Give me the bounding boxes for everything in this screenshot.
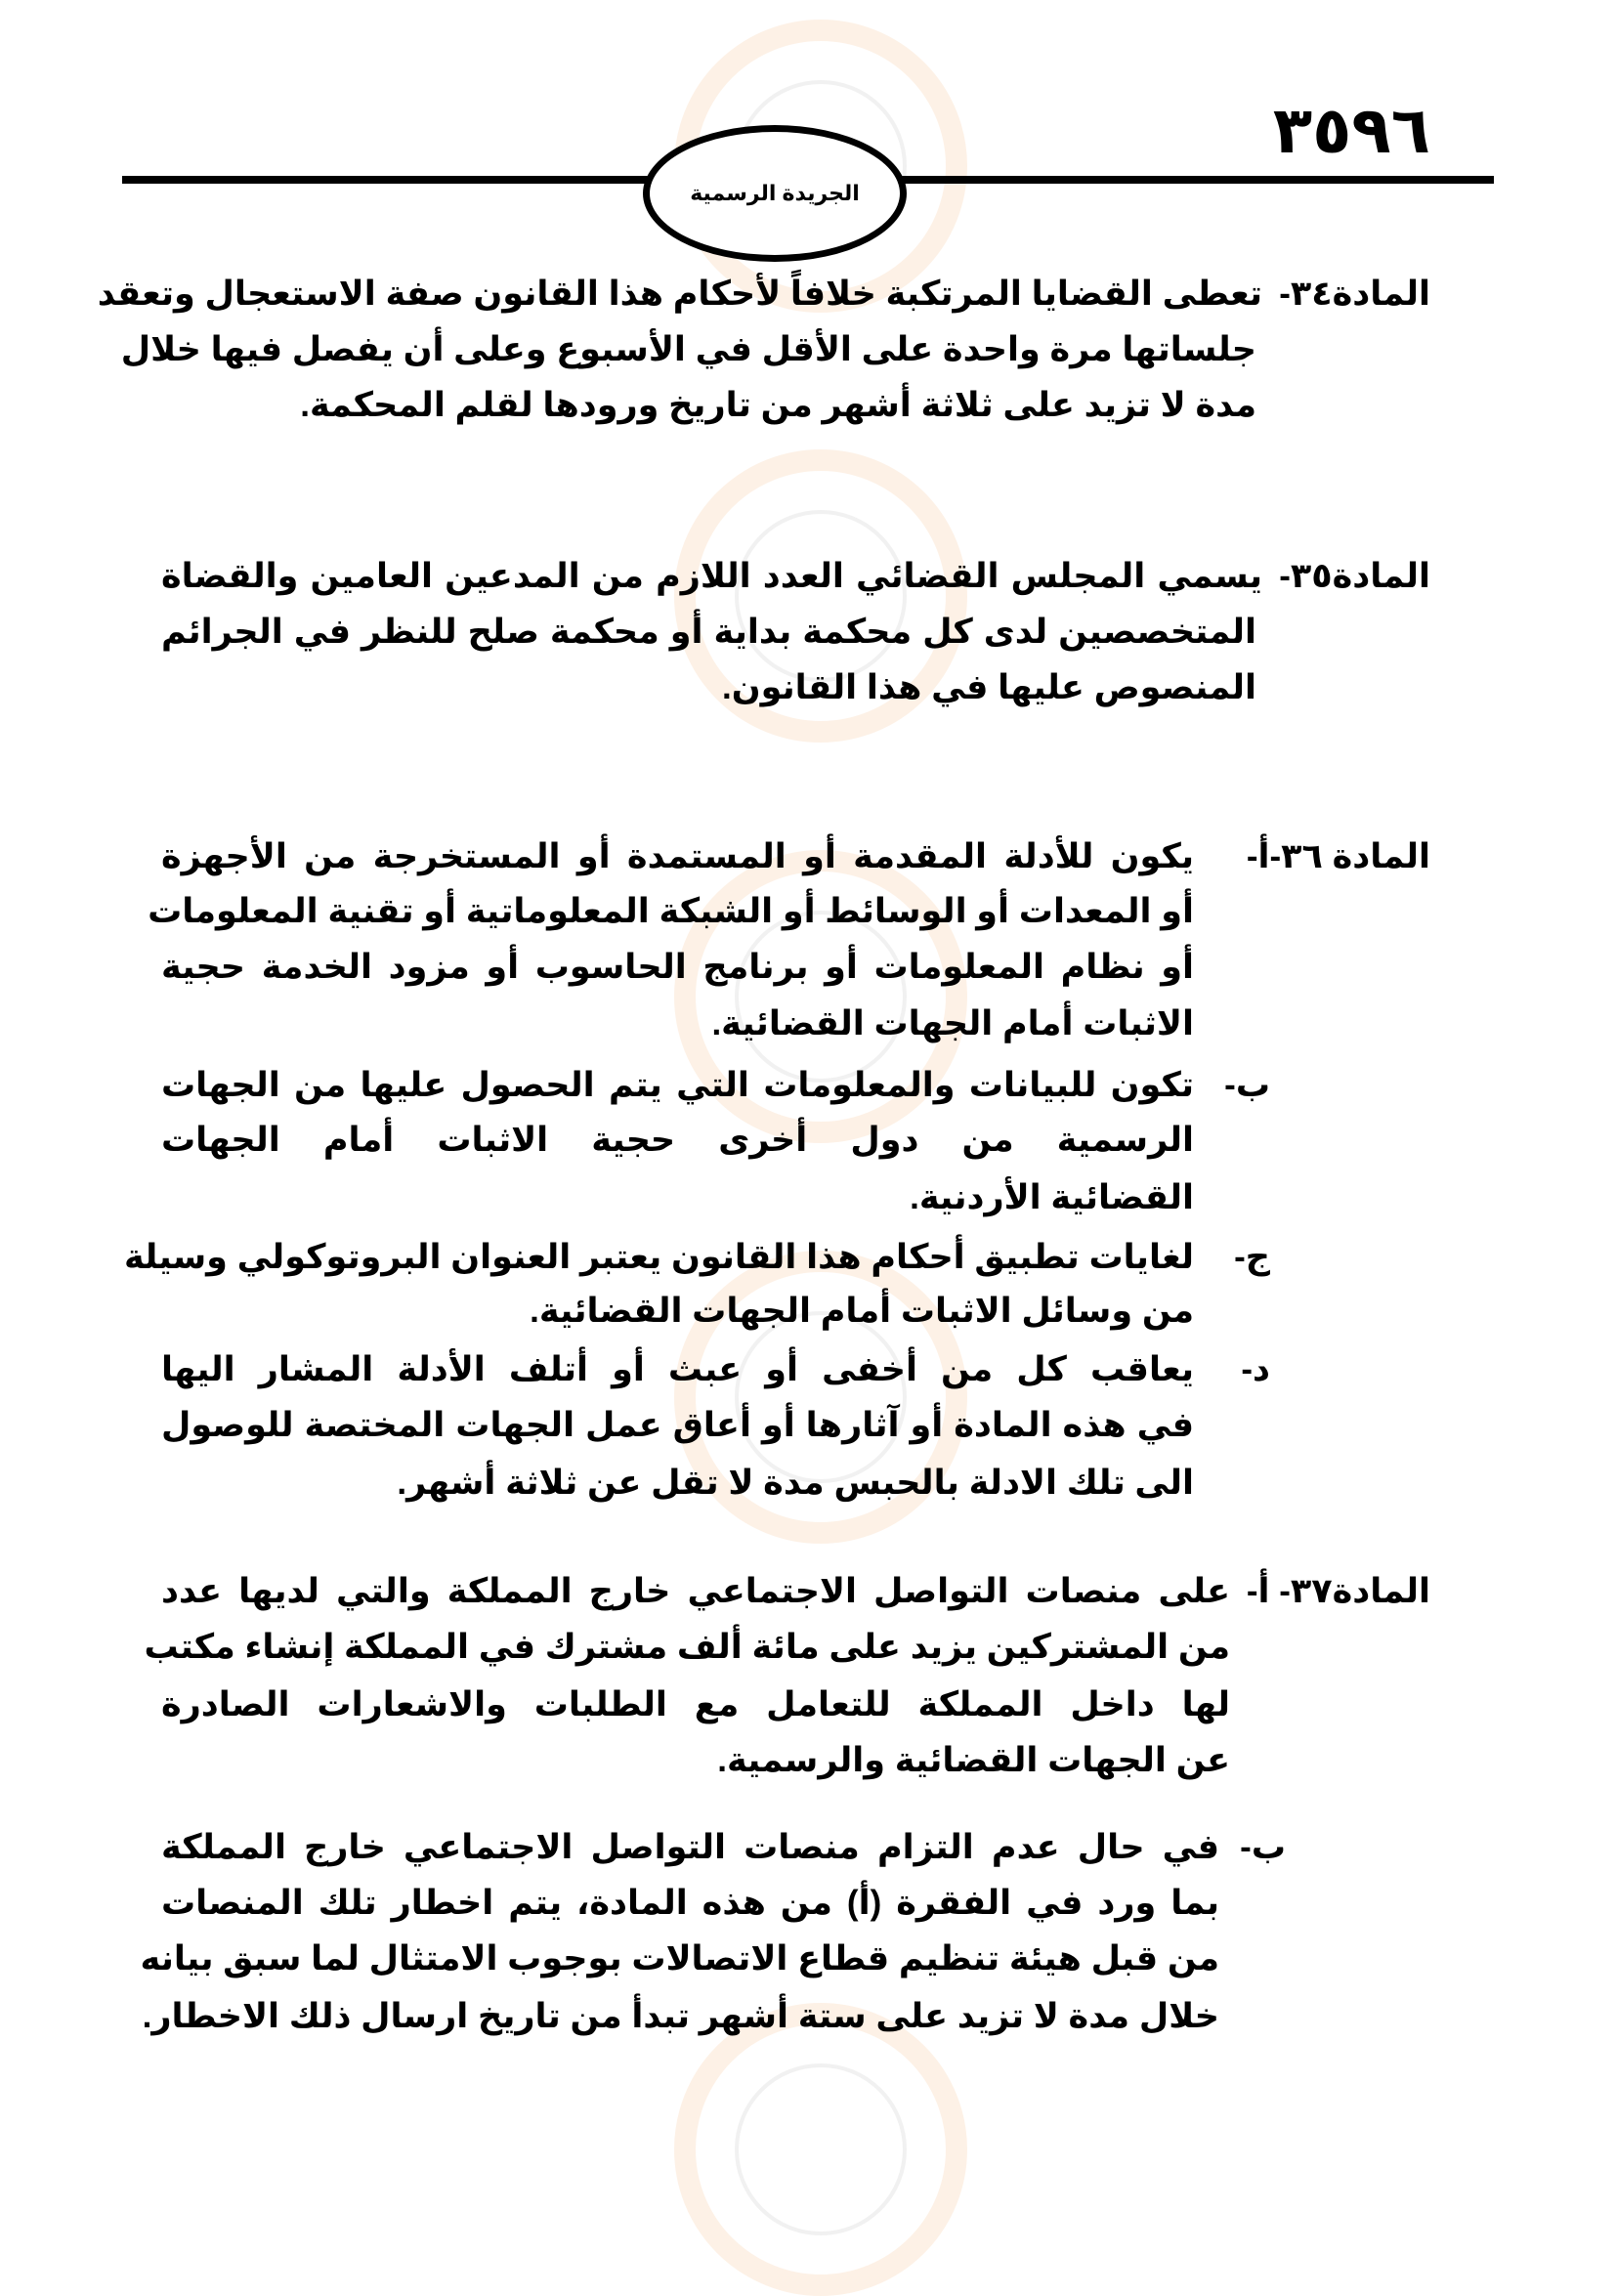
page-number: ٣٥٩٦	[1272, 94, 1430, 166]
article-line: على منصات التواصل الاجتماعي خارج المملكة والتي لديها عدد	[161, 1572, 1230, 1610]
article-line: أو نظام المعلومات أو برنامج الحاسوب أو مزود الخدمة حجية	[161, 948, 1194, 986]
watermark-logo	[674, 2003, 967, 2296]
article-line: أو المعدات أو الوسائط أو الشبكة المعلوماتية أو تقنية المعلومات	[148, 892, 1194, 930]
clause-letter: ب-	[1240, 1828, 1286, 1866]
article-label: المادة٣٧- أ-	[1246, 1572, 1430, 1610]
article-label: المادة ٣٦-أ-	[1246, 837, 1430, 875]
clause-line: بما ورد في الفقرة (أ) من هذه المادة، يتم اخطار تلك المنصات	[161, 1884, 1219, 1922]
article-line: الاثبات أمام الجهات القضائية.	[711, 1004, 1194, 1042]
clause-line: من قبل هيئة تنظيم قطاع الاتصالات بوجوب الامتثال لما سبق بيانه	[140, 1939, 1219, 1977]
gazette-emblem	[643, 125, 907, 262]
clause-letter: ج-	[1234, 1238, 1270, 1276]
gazette-name: الجريدة الرسمية	[690, 181, 860, 205]
clause-line: في هذه المادة أو آثارها أو أعاق عمل الجهات المختصة للوصول	[161, 1406, 1194, 1444]
article-label: المادة٣٤-	[1279, 275, 1430, 313]
article-line: من المشتركين يزيد على مائة ألف مشترك في المملكة إنشاء مكتب	[144, 1628, 1230, 1666]
article-line: جلساتها مرة واحدة على الأقل في الأسبوع وعلى أن يفصل فيها خلال	[120, 330, 1256, 368]
clause-line: تكون للبيانات والمعلومات التي يتم الحصول عليها من الجهات	[161, 1066, 1194, 1104]
clause-line: الى تلك الادلة بالحبس مدة لا تقل عن ثلاثة أشهر.	[397, 1464, 1194, 1502]
clause-line: خلال مدة لا تزيد على ستة أشهر تبدأ من تاريخ ارسال ذلك الاخطار.	[142, 1997, 1219, 2035]
article-line: المتخصصين لدى كل محكمة بداية أو محكمة صلح للنظر في الجرائم	[161, 613, 1256, 651]
article-line: يكون للأدلة المقدمة أو المستمدة أو المستخرجة من الأجهزة	[161, 837, 1194, 875]
article-line: تعطى القضايا المرتكبة خلافاً لأحكام هذا القانون صفة الاستعجال وتعقد	[97, 275, 1262, 313]
clause-line: الرسمية من دول أخرى حجية الاثبات أمام الجهات	[161, 1121, 1194, 1159]
article-line: مدة لا تزيد على ثلاثة أشهر من تاريخ ورودها لقلم المحكمة.	[300, 386, 1256, 424]
clause-line: لغايات تطبيق أحكام هذا القانون يعتبر العنوان البروتوكولي وسيلة	[123, 1238, 1194, 1276]
clause-line: من وسائل الاثبات أمام الجهات القضائية.	[530, 1292, 1194, 1330]
article-line: المنصوص عليها في هذا القانون.	[722, 668, 1256, 706]
article-line: عن الجهات القضائية والرسمية.	[717, 1741, 1230, 1779]
article-line: يسمي المجلس القضائي العدد اللازم من المدعين العامين والقضاة	[161, 557, 1262, 595]
article-label: المادة٣٥-	[1279, 557, 1430, 595]
article-line: لها داخل المملكة للتعامل مع الطلبات والاشعارات الصادرة	[161, 1685, 1230, 1723]
clause-line: في حال عدم التزام منصات التواصل الاجتماعي خارج المملكة	[161, 1828, 1219, 1866]
clause-line: القضائية الأردنية.	[910, 1178, 1194, 1216]
clause-letter: ب-	[1224, 1066, 1270, 1104]
clause-line: يعاقب كل من أخفى أو عبث أو أتلف الأدلة المشار اليها	[161, 1350, 1194, 1388]
clause-letter: د-	[1241, 1350, 1270, 1388]
